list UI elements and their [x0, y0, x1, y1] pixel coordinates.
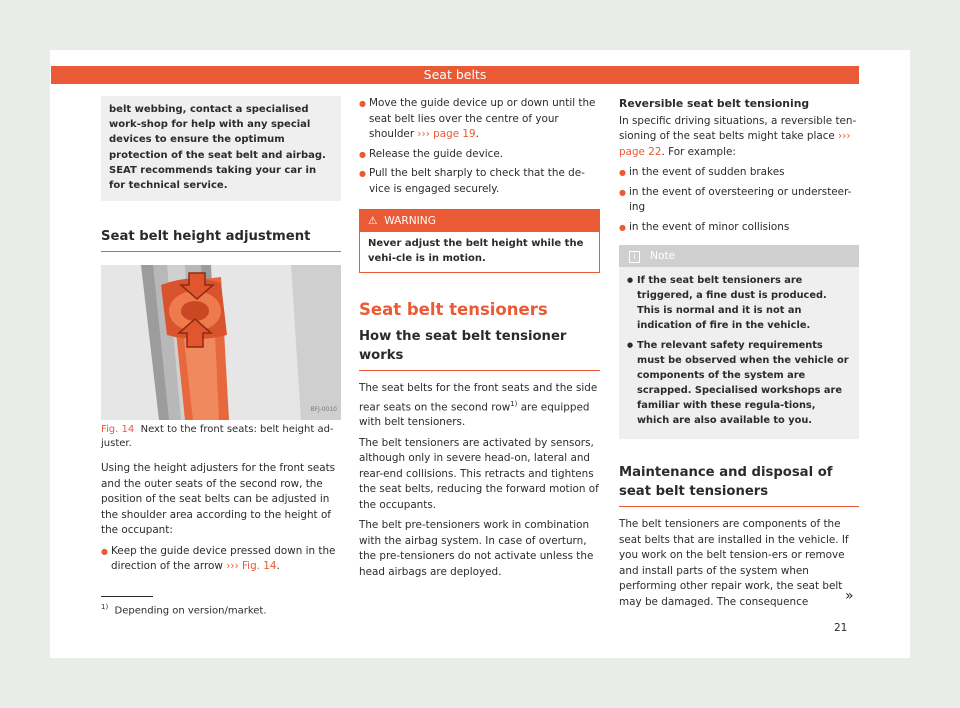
bullet-text: Move the guide device up or down until the seat belt lies over the centre of your shoulder: [369, 97, 596, 140]
bullet-move-guide: [359, 96, 600, 143]
note-box: [619, 245, 859, 439]
reversible-title: Reversible seat belt tensioning: [619, 97, 810, 110]
paragraph-activated: The belt tensioners are activated by sensors, although only in severe head-on, lateral and rear-end collisions. This retracts and tightens the seat belts, reducing the forward motion of the occupants.: [359, 436, 599, 511]
continue-marker: »: [845, 588, 854, 604]
bullet-text: Keep the guide device pressed down in the direction of the arrow: [111, 544, 336, 573]
page-reference-link[interactable]: ››› page 19: [417, 128, 476, 140]
para-text-a: In specific driving situations, a reversible ten-sioning of the seat belts might take place: [619, 114, 857, 142]
section-title-tensioners: Seat belt tensioners: [359, 300, 548, 319]
paragraph-pretensioners: The belt pre-tensioners work in combination with the airbag system. In case of overturn, the pre-tensioners do not activate unless the head airbags are deployed.: [359, 519, 594, 578]
bullet-sudden-brakes: ● in the event of sudden brakes: [619, 165, 859, 181]
section-heading-height-adjustment: Seat belt height adjustment: [101, 227, 341, 252]
note-bullet-scrapped: ● The relevant safety requirements must be observed when the vehicle or components of the system are scrapped. Specialised workshops are familiar with these regula-tions, which are also available to you.: [627, 338, 851, 428]
para-text-b: are equipped with belt tensioners.: [359, 400, 590, 429]
figure-caption: [101, 423, 341, 451]
bullet-end: .: [276, 560, 280, 573]
note-header: [619, 245, 859, 267]
bullet-end: .: [475, 128, 479, 140]
para-text-a: The seat belts for the front seats and the side rear seats on the second row: [359, 382, 598, 413]
bullet-minor-collisions: ● in the event of minor collisions: [619, 220, 859, 236]
bullet-oversteering: ● in the event of oversteering or understeer-ing: [619, 185, 859, 216]
warning-box: [359, 209, 600, 273]
paragraph-reversible: [619, 114, 859, 161]
paragraph-equipped: [359, 381, 600, 431]
column-2: [359, 96, 600, 585]
figure-code: BFJ-0010: [310, 405, 337, 413]
bullet-pull-belt: ● Pull the belt sharply to check that the de-vice is engaged securely.: [359, 166, 600, 197]
footnote-text: Depending on version/market.: [114, 605, 267, 617]
page-number: 21: [834, 622, 848, 634]
warning-text: Never adjust the belt height while the vehi-cle is in motion.: [368, 238, 584, 264]
section-heading-maintenance: Maintenance and disposal of seat belt tensioners: [619, 463, 859, 507]
note-title: Note: [650, 250, 676, 262]
warning-header: [360, 210, 599, 232]
footnote-divider: [101, 596, 153, 597]
warning-icon: ⚠: [368, 215, 378, 227]
bullet-keep-pressed: [101, 544, 341, 575]
figure-label: Fig. 14: [101, 424, 135, 436]
figure-belt-height-adjuster: [101, 265, 341, 420]
paragraph-height-adjusters: Using the height adjusters for the front seats and the outer seats of the second row, the position of the seat belts can be adjusted in the shoulder area according to the height of the occupant:: [101, 462, 336, 537]
bullet-release-guide: ● Release the guide device.: [359, 147, 600, 163]
paragraph-maintenance: The belt tensioners are components of the seat belts that are installed in the vehicle. If you work on the belt tension-ers or remove and install parts of the system when performing other repair work, the seat belt may be damaged. The consequence: [619, 518, 849, 608]
warning-title: WARNING: [384, 215, 436, 227]
note-bullet-dust: ● If the seat belt tensioners are triggered, a fine dust is produced. This is normal and it is not an indication of fire in the vehicle.: [627, 273, 851, 333]
footnote-mark: 1): [101, 603, 109, 611]
note-continued-box: belt webbing, contact a specialised work-shop for help with any special devices to ensure the optimum protection of the seat belt and airbag. SEAT recommends taking your car in for technical service.: [101, 96, 341, 201]
footnote: [101, 603, 267, 616]
subsection-title-how-works: How the seat belt tensioner works: [359, 327, 600, 371]
chapter-header: Seat belts: [51, 66, 859, 84]
figure-caption-text: Next to the front seats: belt height ad-juster.: [101, 424, 334, 450]
column-3: [619, 96, 859, 615]
para-text-b: . For example:: [661, 145, 736, 158]
belt-adjuster-illustration: [101, 265, 341, 420]
column-1: [101, 96, 341, 579]
note-body: [619, 267, 859, 439]
page-reference-link[interactable]: ››› page 22: [619, 130, 851, 158]
figure-reference-link[interactable]: ››› Fig. 14: [226, 560, 277, 573]
info-icon: i: [629, 251, 640, 263]
footnote-marker: 1): [510, 399, 518, 408]
